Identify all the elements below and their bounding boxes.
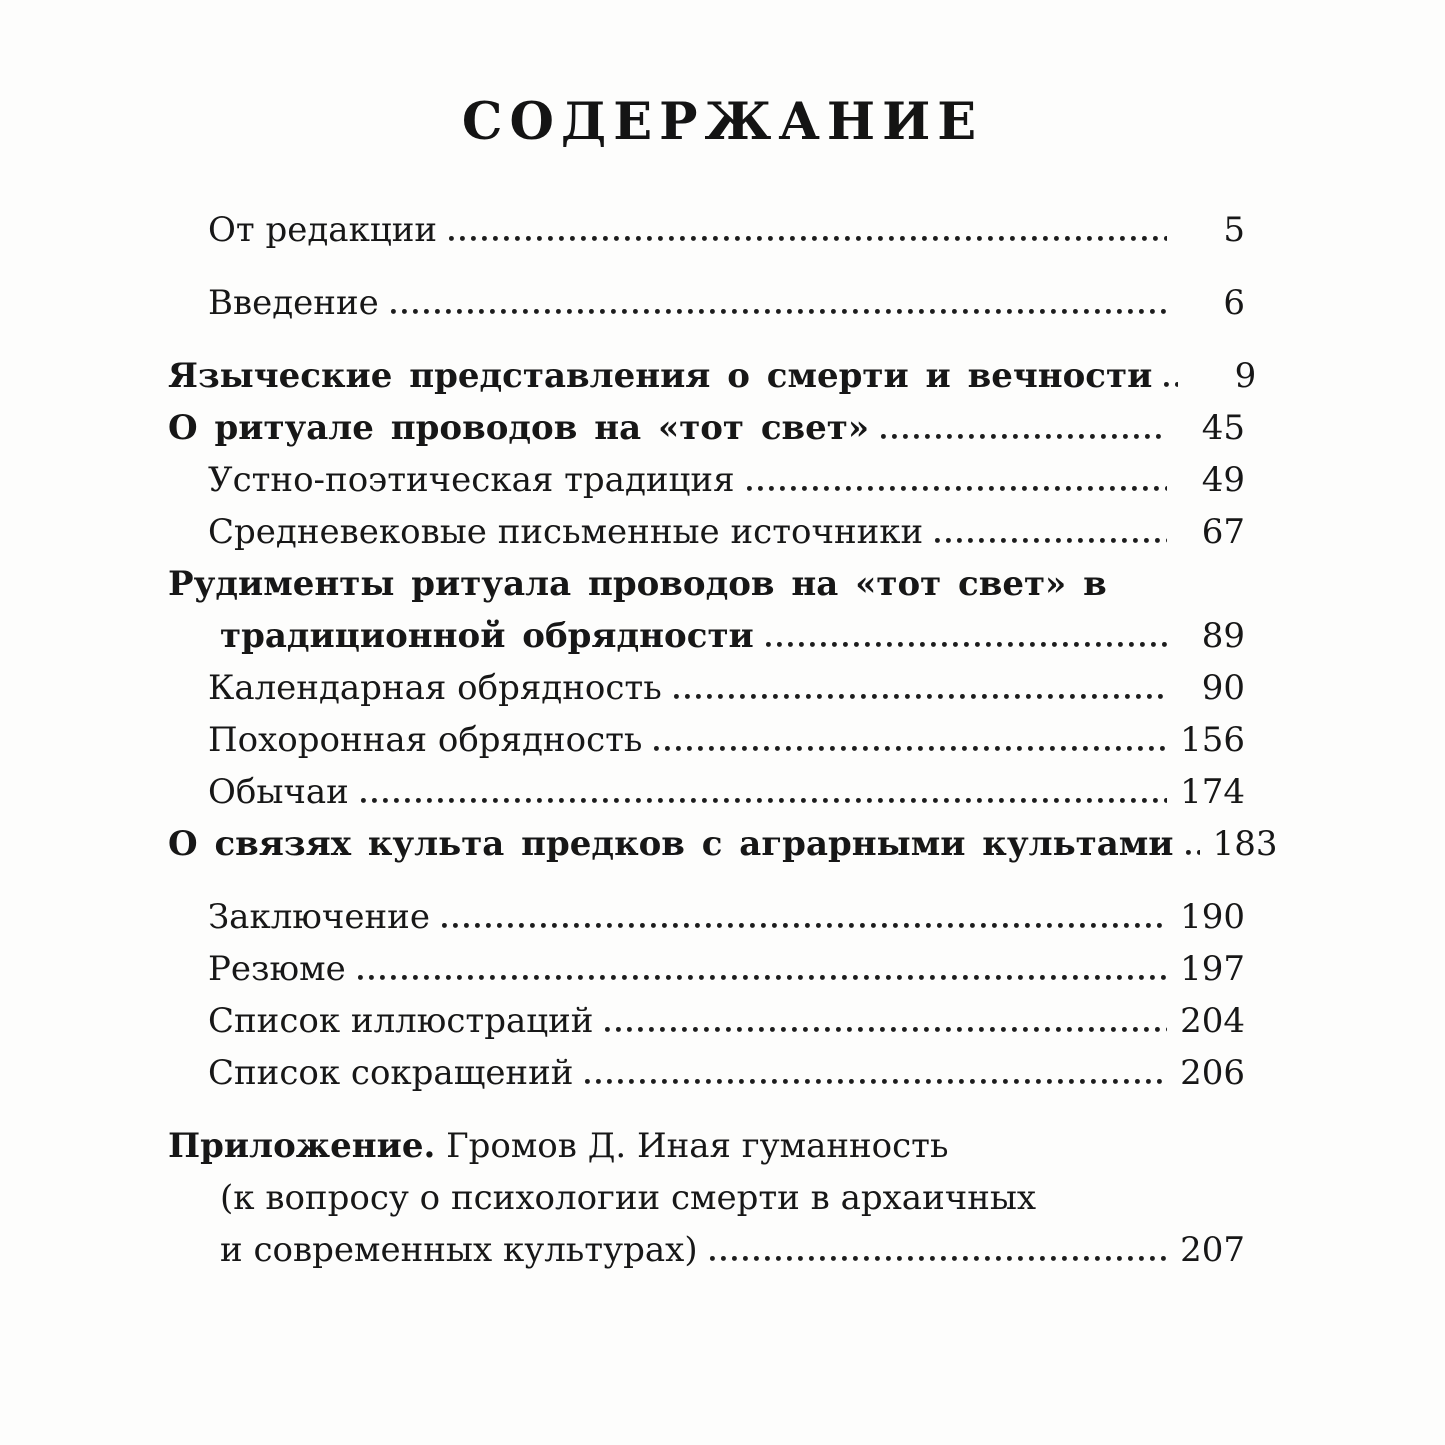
page-title: СОДЕРЖАНИЕ: [461, 92, 984, 152]
toc-page-number: 204: [1180, 1001, 1245, 1041]
toc-entry-text: Громов Д. Иная гуманность: [435, 1126, 949, 1166]
toc-entry-text: От редакции: [208, 210, 438, 250]
toc-entry: [168, 204, 1245, 256]
toc-entry: [168, 558, 1245, 662]
toc-line: [168, 943, 1245, 995]
toc-entry-label: [168, 350, 1152, 402]
dot-leader: [1186, 850, 1200, 855]
toc-entry-prefix: Приложение.: [168, 1126, 436, 1166]
toc-line: [168, 506, 1245, 558]
toc-entry-label: [208, 891, 430, 943]
dot-leader: [585, 1079, 1167, 1084]
toc-entry-label: [208, 506, 923, 558]
toc-entry: [168, 943, 1245, 995]
toc-line: [168, 558, 1245, 610]
toc-line: [168, 995, 1245, 1047]
toc-entry: [168, 766, 1245, 818]
dot-leader: [442, 923, 1167, 928]
toc-page-number: 9: [1234, 356, 1257, 396]
toc-entry-text: Обычаи: [208, 772, 349, 812]
dot-leader: [358, 975, 1167, 980]
toc-line: [168, 350, 1257, 402]
toc-entry-text: традиционной обрядности: [220, 616, 754, 656]
toc-line: [168, 610, 1245, 662]
toc-entry-text: Список иллюстраций: [208, 1001, 594, 1041]
toc-entry-label: [220, 1178, 1036, 1218]
toc-entry: [168, 1120, 1245, 1276]
toc-entry: [168, 1047, 1245, 1099]
toc-page-number: 89: [1201, 616, 1245, 656]
toc-entry-text: Введение: [208, 283, 379, 323]
toc-entry-label: [168, 402, 869, 454]
toc-line: [168, 891, 1245, 943]
dot-leader: [391, 309, 1167, 314]
toc-page-number: 6: [1223, 283, 1245, 323]
toc-entry-label: [168, 818, 1174, 870]
dot-leader: [449, 236, 1167, 241]
toc-entry-label: [208, 204, 437, 256]
toc-entry-text: Средневековые письменные источники: [208, 512, 924, 552]
toc-entry-label: [168, 1126, 949, 1166]
toc-page-number: 90: [1201, 668, 1245, 708]
toc-entry-text: и современных культурах): [220, 1230, 698, 1270]
toc-list: [168, 204, 1278, 1276]
toc-page-number: 183: [1212, 824, 1278, 864]
toc-page-number: 207: [1180, 1230, 1245, 1270]
toc-line: [168, 1172, 1245, 1224]
dot-leader: [935, 538, 1167, 543]
toc-page-number: 174: [1180, 772, 1245, 812]
toc-line: [168, 454, 1245, 506]
toc-line: [168, 277, 1245, 329]
toc-entry-text: Рудименты ритуала проводов на «тот свет» в: [168, 564, 1107, 604]
dot-leader: [710, 1256, 1167, 1261]
dot-leader: [654, 746, 1167, 751]
toc-entry-label: [208, 1047, 573, 1099]
dot-leader: [747, 486, 1167, 491]
toc-page-number: 156: [1180, 720, 1245, 760]
toc-line: [168, 1120, 1245, 1172]
toc-entry-text: Заключение: [208, 897, 430, 937]
toc-page-number: 67: [1201, 512, 1245, 552]
toc-line: [168, 204, 1245, 256]
dot-leader: [605, 1027, 1167, 1032]
toc-entry-text: Похоронная обрядность: [208, 720, 643, 760]
toc-entry-label: [220, 610, 754, 662]
toc-entry-label: [208, 766, 349, 818]
toc-line: [168, 402, 1245, 454]
dot-leader: [361, 798, 1167, 803]
toc-entry-text: О связях культа предков с аграрными культами: [168, 824, 1174, 864]
toc-entry: [168, 714, 1245, 766]
toc-page-number: 197: [1180, 949, 1245, 989]
toc-line: [168, 1224, 1245, 1276]
dot-leader: [1164, 382, 1178, 387]
toc-entry-label: [208, 277, 379, 329]
toc-entry: [168, 662, 1245, 714]
toc-entry: [168, 506, 1245, 558]
toc-entry-text: Устно-поэтическая традиция: [208, 460, 735, 500]
toc-page-number: 190: [1180, 897, 1245, 937]
toc-entry-text: Резюме: [208, 949, 346, 989]
toc-entry-label: [168, 564, 1107, 604]
toc-line: [168, 714, 1245, 766]
dot-leader: [881, 434, 1167, 439]
toc-line: [168, 1047, 1245, 1099]
toc-entry-label: [208, 943, 346, 995]
toc-entry: [168, 277, 1245, 329]
toc-page-number: 49: [1201, 460, 1245, 500]
toc-entry: [168, 402, 1245, 454]
toc-page-number: 5: [1223, 210, 1245, 250]
toc-entry-label: [208, 454, 735, 506]
toc-entry-text: (к вопросу о психологии смерти в архаичных: [220, 1178, 1037, 1218]
toc-line: [168, 766, 1245, 818]
dot-leader: [674, 694, 1167, 699]
toc-entry-text: Список сокращений: [208, 1053, 574, 1093]
toc-entry-text: Календарная обрядность: [208, 668, 662, 708]
toc-entry-text: О ритуале проводов на «тот свет»: [168, 408, 870, 448]
toc-line: [168, 818, 1278, 870]
toc-page-number: 45: [1201, 408, 1245, 448]
toc-entry: [168, 891, 1245, 943]
toc-entry-label: [208, 662, 662, 714]
toc-entry-label: [220, 1224, 698, 1276]
toc-entry: [168, 350, 1257, 402]
toc-page-number: 206: [1180, 1053, 1245, 1093]
toc-line: [168, 662, 1245, 714]
toc-entry: [168, 454, 1245, 506]
dot-leader: [766, 642, 1167, 647]
toc-entry-label: [208, 995, 593, 1047]
toc-entry-text: Языческие представления о смерти и вечности: [168, 356, 1153, 396]
toc-entry: [168, 995, 1245, 1047]
toc-entry-label: [208, 714, 642, 766]
toc-entry: [168, 818, 1278, 870]
